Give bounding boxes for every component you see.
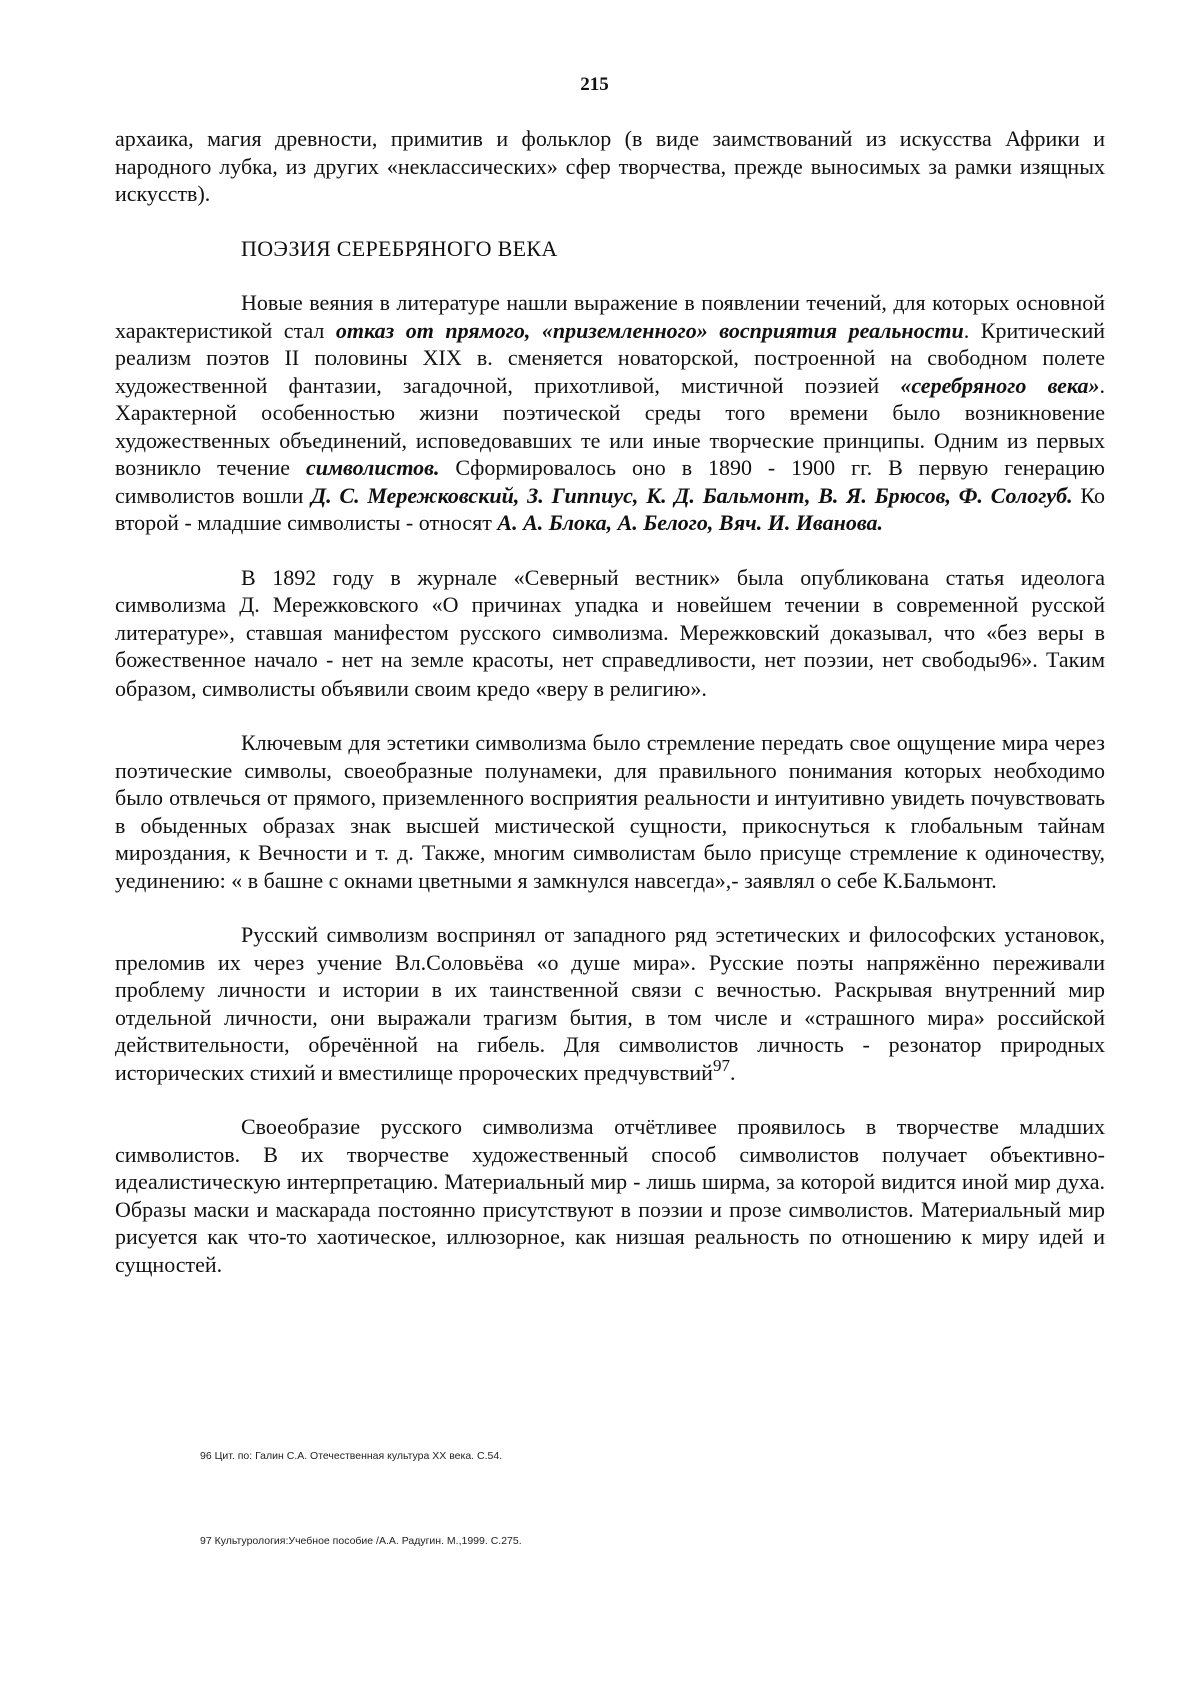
- emphasis-text: отказ от прямого, «приземленного» восприятия реальности: [335, 317, 964, 343]
- paragraph-gap: [115, 208, 1105, 235]
- first-generation-names: Д. С. Мережковский, З. Гиппиус, К. Д. Бальмонт, В. Я. Брюсов, Ф. Сологуб.: [311, 482, 1073, 508]
- footnote-ref-96: 96: [1000, 648, 1022, 672]
- paragraph-gap: [115, 1086, 1105, 1113]
- section-heading: ПОЭЗИЯ СЕРЕБРЯНОГО ВЕКА: [241, 235, 558, 261]
- paragraph-silver-age: [115, 289, 1105, 537]
- paragraph-younger-symbolists: Своеобразие русского символизма отчётливее проявилось в творчестве младших символистов. В их творчестве художественный способ символистов получает объективно-идеалистическую интерпретацию. Материальный мир - лишь ширма, за которой видится иной мир духа. Образы маски и маскарада постоянно присутствуют в поэзии и прозе символистов. Материальный мир рисуется как что-то хаотическое, иллюзорное, как низшая реальность по отношению к миру идей и сущностей.: [115, 1114, 1105, 1277]
- paragraph-gap: [115, 702, 1105, 729]
- paragraph-aesthetics: Ключевым для эстетики символизма было стремление передать свое ощущение мира через поэтические символы, своеобразные полунамеки, для правильного понимания которых необходимо было отвлечься от прямого, приземленного восприятия реальности и интуитивно увидеть почувствовать в обыденных образах знак высшей мистической сущности, прикоснуться к глобальным тайнам мироздания, к Вечности и т. д. Также, многим символистам было присуще стремление к одиночеству, уединению: « в башне с окнами цветными я замкнулся навсегда»,- заявлял о себе К.Бальмонт.: [115, 730, 1105, 893]
- text-run: .: [729, 1059, 736, 1085]
- paragraph-gap: [115, 537, 1105, 564]
- text-run: Русский символизм воспринял от западного ряд эстетических и философских установок, преломив их через учение Вл.Соловьёва «о душе мира». Русские поэты напряжённо переживали проблему личности и истории в их таинственной связи с вечностью. Раскрывая внутренний мир отдельной личности, они выражали трагизм бытия, в том числе и «страшного мира» российской действительности, обречённой на гибель. Для символистов личность - резонатор природных исторических стихий и вместилище пророческих предчувствий: [115, 922, 1105, 1085]
- text-run: . Характерной особенностью жизни поэтической среды того времени было возникновение художественных объединений, исповедовавших те или иные творческие принципы. Одним из первых возникло течение: [115, 372, 1106, 480]
- footnote-ref-97: 97: [712, 1055, 730, 1075]
- emphasis-text: «серебряного века»: [900, 372, 1100, 398]
- text-run: Сформировалось оно в 1890 - 1900 гг. В первую генерацию символистов вошли: [115, 455, 1105, 508]
- text-run: . Критический реализм поэтов II половины XIX в. сменяется новаторской, построенной на свободном полете художественной фантазии, загадочной, прихотливой, мистичной поэзией: [115, 317, 1105, 398]
- footnote-97: 97 Культурология:Учебное пособие /А.А. Радугин. М.,1999. С.275.: [200, 1535, 522, 1547]
- body-text: [115, 125, 1105, 1278]
- paragraph-northern-herald: [115, 564, 1105, 703]
- paragraph-gap: [115, 894, 1105, 921]
- text-run: Ко второй - младшие символисты - относят: [115, 482, 1105, 535]
- paragraph-gap: [115, 262, 1105, 289]
- text-run: Новые веяния в литературе нашли выражение в появлении течений, для которых основной характеристикой стал: [115, 290, 1105, 343]
- emphasis-text: символистов.: [305, 455, 440, 480]
- text-run: В 1892 году в журнале «Северный вестник» была опубликована статья идеолога символизма Д. Мережковского «О причинах упадка и новейшем течении в современной русской литературе», ставшая манифестом русского символизма. Мережковский доказывал, что «без веры в божественное начало - нет на земле красоты, нет справедливости, нет поэзии, нет свободы: [115, 564, 1105, 672]
- footnote-96: 96 Цит. по: Галин С.А. Отечественная культура XX века. С.54.: [200, 1450, 503, 1462]
- page-number: 215: [580, 74, 609, 95]
- text-run: ». Таким образом, символисты объявили своим кредо «веру в религию».: [115, 647, 1105, 701]
- paragraph-russian-symbolism: [115, 921, 1105, 1086]
- intro-paragraph: архаика, магия древности, примитив и фольклор (в виде заимствований из искусства Африки и народного лубка, из других «неклассических» сфер творчества, прежде выносимых за рамки изящных искусств).: [115, 126, 1105, 206]
- second-generation-names: А. А. Блока, А. Белого, Вяч. И. Иванова.: [497, 510, 884, 535]
